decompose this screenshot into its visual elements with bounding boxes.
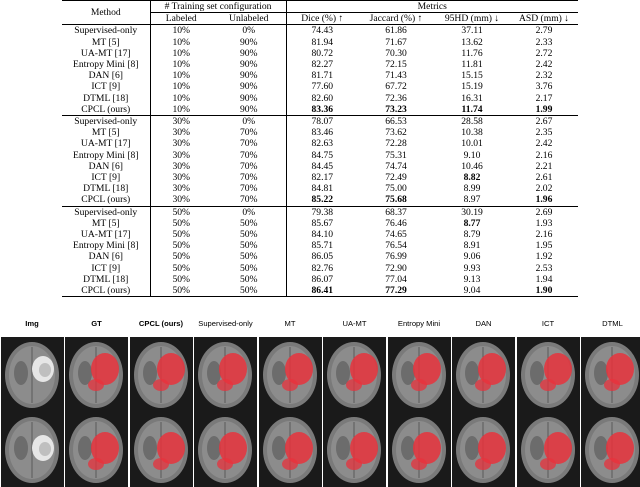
labeled-cell: 30% bbox=[150, 183, 212, 194]
mri-slice-image bbox=[1, 412, 64, 487]
hd95-cell: 37.11 bbox=[434, 25, 510, 37]
jaccard-cell: 71.67 bbox=[385, 36, 407, 48]
method-cell: DTML [18] bbox=[83, 92, 129, 104]
labeled-cell: 10% bbox=[150, 70, 212, 81]
labeled-cell: 30% bbox=[150, 194, 212, 206]
segmentation-overlay-image bbox=[517, 337, 580, 412]
asd-cell: 2.02 bbox=[535, 183, 553, 195]
dice-cell: 84.75 bbox=[286, 150, 358, 161]
best-value: 85.22 bbox=[311, 194, 334, 206]
jaccard-cell: 77.04 bbox=[385, 273, 407, 285]
table-row bbox=[62, 37, 578, 48]
segmentation-overlay-image bbox=[388, 337, 451, 412]
figure-column-label: CPCL (ours) bbox=[138, 319, 184, 328]
unlabeled-cell: 50% bbox=[239, 240, 258, 252]
segmentation-overlay-image bbox=[194, 337, 257, 412]
table-row bbox=[62, 25, 578, 37]
segmentation-overlay-image bbox=[323, 412, 386, 487]
labeled-cell: 10% bbox=[150, 59, 212, 70]
unlabeled-cell: 70% bbox=[239, 183, 258, 195]
figure-column-label: UA-MT bbox=[342, 319, 367, 328]
table-row bbox=[62, 93, 578, 104]
jaccard-cell: 67.72 bbox=[385, 81, 407, 93]
labeled-cell: 50% bbox=[150, 285, 212, 297]
labeled-cell: 30% bbox=[150, 161, 212, 172]
method-cell: DAN [6] bbox=[88, 70, 123, 82]
jaccard-cell: 72.49 bbox=[385, 172, 407, 184]
labeled-cell: 30% bbox=[150, 150, 212, 161]
table-row bbox=[62, 81, 578, 92]
figure-cell bbox=[581, 412, 640, 487]
labeled-cell: 10% bbox=[150, 81, 212, 92]
figure-cell bbox=[65, 412, 128, 487]
unlabeled-cell: 50% bbox=[239, 262, 258, 274]
asd-cell: 2.21 bbox=[535, 160, 553, 172]
figure-cell bbox=[194, 412, 257, 487]
figure-column-label: DAN bbox=[475, 319, 492, 328]
method-cell: DTML [18] bbox=[83, 183, 129, 195]
table-row bbox=[62, 263, 578, 274]
header-training-config: # Training set configuration bbox=[150, 1, 286, 13]
method-cell: Supervised-only bbox=[62, 25, 150, 37]
figure-column-label: Supervised-only bbox=[198, 319, 253, 328]
table-row bbox=[62, 240, 578, 251]
unlabeled-cell: 70% bbox=[239, 138, 258, 150]
dice-cell: 82.63 bbox=[286, 138, 358, 149]
unlabeled-cell: 90% bbox=[239, 92, 258, 104]
table-row bbox=[62, 229, 578, 240]
figure-cell bbox=[452, 412, 515, 487]
unlabeled-cell: 70% bbox=[239, 194, 258, 206]
method-cell: MT [5] bbox=[91, 217, 120, 229]
header-95hd: 95HD (mm) ↓ bbox=[444, 13, 500, 25]
segmentation-overlay-image bbox=[259, 337, 322, 412]
jaccard-cell: 74.65 bbox=[385, 229, 407, 241]
table-row bbox=[62, 285, 578, 297]
header-metrics: Metrics bbox=[286, 1, 578, 13]
asd-cell: 2.79 bbox=[510, 25, 578, 37]
dice-cell: 83.46 bbox=[286, 127, 358, 138]
unlabeled-cell: 50% bbox=[212, 285, 286, 297]
dice-cell: 80.72 bbox=[286, 48, 358, 59]
jaccard-cell: 73.62 bbox=[385, 127, 407, 139]
figure-column-label: GT bbox=[91, 319, 102, 328]
method-cell: Entropy Mini [8] bbox=[72, 149, 139, 161]
asd-cell: 2.35 bbox=[535, 127, 553, 139]
figure-column-label: ICT bbox=[541, 319, 555, 328]
unlabeled-cell: 90% bbox=[239, 47, 258, 59]
segmentation-overlay-image bbox=[130, 337, 193, 412]
labeled-cell: 10% bbox=[150, 48, 212, 59]
labeled-cell: 30% bbox=[150, 172, 212, 183]
method-cell: UA-MT [17] bbox=[80, 229, 131, 241]
mri-slice-image bbox=[1, 337, 64, 412]
figure-cell bbox=[581, 337, 640, 412]
unlabeled-cell: 90% bbox=[239, 70, 258, 82]
hd95-cell: 10.38 bbox=[461, 127, 483, 139]
segmentation-overlay-image bbox=[388, 412, 451, 487]
figure-cell bbox=[259, 412, 322, 487]
unlabeled-cell: 50% bbox=[239, 273, 258, 285]
unlabeled-cell: 90% bbox=[239, 59, 258, 71]
dice-cell: 82.17 bbox=[286, 172, 358, 183]
header-asd: ASD (mm) ↓ bbox=[518, 13, 570, 25]
table-row bbox=[62, 206, 578, 218]
dice-cell bbox=[286, 104, 358, 116]
figure-cell bbox=[1, 337, 64, 412]
asd-cell: 2.53 bbox=[535, 262, 553, 274]
table-row bbox=[62, 138, 578, 149]
hd95-cell bbox=[434, 104, 510, 116]
table-row bbox=[62, 274, 578, 285]
jaccard-cell: 72.15 bbox=[385, 59, 407, 71]
asd-cell: 2.16 bbox=[535, 149, 553, 161]
jaccard-cell: 66.53 bbox=[358, 116, 434, 128]
asd-cell: 2.61 bbox=[535, 172, 553, 184]
hd95-cell: 10.46 bbox=[461, 160, 483, 172]
dice-cell: 77.60 bbox=[286, 81, 358, 92]
hd95-cell: 9.10 bbox=[463, 149, 481, 161]
dice-cell: 84.81 bbox=[286, 183, 358, 194]
jaccard-cell: 74.74 bbox=[385, 160, 407, 172]
figure-cell bbox=[130, 412, 193, 487]
segmentation-overlay-image bbox=[65, 412, 128, 487]
labeled-cell: 50% bbox=[150, 206, 212, 218]
dice-cell: 82.27 bbox=[286, 59, 358, 70]
method-cell: Supervised-only bbox=[62, 206, 150, 218]
header-method: Method bbox=[62, 1, 150, 25]
figure-cell bbox=[517, 412, 580, 487]
asd-cell: 1.94 bbox=[535, 273, 553, 285]
dice-cell bbox=[286, 194, 358, 206]
unlabeled-cell: 50% bbox=[239, 217, 258, 229]
labeled-cell: 10% bbox=[150, 93, 212, 104]
dice-cell: 85.71 bbox=[286, 240, 358, 251]
asd-cell: 2.72 bbox=[535, 47, 553, 59]
asd-cell: 2.16 bbox=[535, 229, 553, 241]
jaccard-cell: 76.54 bbox=[385, 240, 407, 252]
dice-cell: 81.94 bbox=[286, 37, 358, 48]
figure-cell bbox=[130, 337, 193, 412]
segmentation-overlay-image bbox=[194, 412, 257, 487]
table-row bbox=[62, 59, 578, 70]
method-cell: Entropy Mini [8] bbox=[72, 59, 139, 71]
hd95-cell bbox=[434, 172, 510, 183]
jaccard-cell: 70.30 bbox=[385, 47, 407, 59]
labeled-cell: 50% bbox=[150, 218, 212, 229]
method-cell: ICT [9] bbox=[91, 172, 121, 184]
table-row bbox=[62, 183, 578, 194]
best-value: 1.90 bbox=[535, 285, 553, 297]
header-labeled: Labeled bbox=[150, 13, 212, 25]
figure-cell bbox=[388, 337, 451, 412]
unlabeled-cell: 0% bbox=[212, 116, 286, 128]
hd95-cell: 8.91 bbox=[463, 240, 481, 252]
table-row bbox=[62, 70, 578, 81]
jaccard-cell: 71.43 bbox=[385, 70, 407, 82]
method-cell: UA-MT [17] bbox=[80, 138, 131, 150]
method-cell: Supervised-only bbox=[62, 116, 150, 128]
unlabeled-cell: 90% bbox=[239, 81, 258, 93]
jaccard-cell: 75.00 bbox=[385, 183, 407, 195]
hd95-cell: 9.13 bbox=[463, 273, 481, 285]
labeled-cell: 10% bbox=[150, 104, 212, 116]
table-row bbox=[62, 218, 578, 229]
header-jaccard: Jaccard (%) ↑ bbox=[369, 13, 423, 25]
method-cell: DTML [18] bbox=[83, 273, 129, 285]
figure-cell bbox=[65, 337, 128, 412]
unlabeled-cell: 70% bbox=[239, 160, 258, 172]
method-cell: ICT [9] bbox=[91, 81, 121, 93]
asd-cell: 1.93 bbox=[535, 217, 553, 229]
asd-cell bbox=[510, 285, 578, 297]
labeled-cell: 10% bbox=[150, 37, 212, 48]
jaccard-cell: 76.46 bbox=[385, 217, 407, 229]
table-row bbox=[62, 150, 578, 161]
segmentation-overlay-image bbox=[323, 337, 386, 412]
unlabeled-cell: 0% bbox=[212, 25, 286, 37]
dice-cell: 86.07 bbox=[286, 274, 358, 285]
jaccard-cell: 76.99 bbox=[385, 251, 407, 263]
best-value: 83.36 bbox=[311, 103, 334, 115]
table-row bbox=[62, 251, 578, 262]
hd95-cell: 11.76 bbox=[461, 47, 483, 59]
method-cell: CPCL (ours) bbox=[81, 103, 131, 115]
unlabeled-cell: 50% bbox=[239, 251, 258, 263]
table-body bbox=[62, 25, 578, 297]
figure-column-label: Entropy Mini bbox=[397, 319, 441, 328]
unlabeled-cell: 50% bbox=[239, 229, 258, 241]
hd95-cell: 8.97 bbox=[463, 194, 481, 206]
hd95-cell: 15.19 bbox=[461, 81, 483, 93]
best-value: 1.99 bbox=[535, 103, 553, 115]
figure-cell bbox=[194, 337, 257, 412]
table-row bbox=[62, 161, 578, 172]
method-cell: Entropy Mini [8] bbox=[72, 240, 139, 252]
table-row bbox=[62, 172, 578, 183]
hd95-cell: 9.93 bbox=[463, 262, 481, 274]
labeled-cell: 30% bbox=[150, 127, 212, 138]
dice-cell: 86.05 bbox=[286, 251, 358, 262]
labeled-cell: 50% bbox=[150, 251, 212, 262]
hd95-cell: 13.62 bbox=[461, 36, 483, 48]
asd-cell: 2.32 bbox=[535, 70, 553, 82]
unlabeled-cell: 70% bbox=[239, 172, 258, 184]
asd-cell: 2.67 bbox=[510, 116, 578, 128]
method-cell: DAN [6] bbox=[88, 251, 123, 263]
method-cell: MT [5] bbox=[91, 36, 120, 48]
figure-cell bbox=[323, 337, 386, 412]
header-dice: Dice (%) ↑ bbox=[286, 13, 358, 25]
segmentation-overlay-image bbox=[65, 337, 128, 412]
hd95-cell: 9.04 bbox=[434, 285, 510, 297]
dice-cell: 85.67 bbox=[286, 218, 358, 229]
dice-cell: 82.60 bbox=[286, 93, 358, 104]
figure-column-label: MT bbox=[284, 319, 296, 328]
method-cell: ICT [9] bbox=[91, 262, 121, 274]
results-table bbox=[62, 0, 578, 297]
hd95-cell: 15.15 bbox=[461, 70, 483, 82]
asd-cell: 2.33 bbox=[535, 36, 553, 48]
jaccard-cell: 72.28 bbox=[385, 138, 407, 150]
jaccard-cell: 61.86 bbox=[358, 25, 434, 37]
best-value: 8.77 bbox=[463, 217, 481, 229]
labeled-cell: 50% bbox=[150, 274, 212, 285]
dice-cell: 81.71 bbox=[286, 70, 358, 81]
method-cell: UA-MT [17] bbox=[80, 47, 131, 59]
dice-cell: 74.43 bbox=[286, 25, 358, 37]
hd95-cell: 11.81 bbox=[461, 59, 483, 71]
labeled-cell: 50% bbox=[150, 240, 212, 251]
dice-cell bbox=[286, 285, 358, 297]
unlabeled-cell: 70% bbox=[239, 127, 258, 139]
figure-cell bbox=[259, 337, 322, 412]
asd-cell: 1.95 bbox=[535, 240, 553, 252]
segmentation-overlay-image bbox=[517, 412, 580, 487]
labeled-cell: 30% bbox=[150, 138, 212, 149]
jaccard-cell bbox=[358, 285, 434, 297]
labeled-cell: 50% bbox=[150, 263, 212, 274]
unlabeled-cell: 0% bbox=[212, 206, 286, 218]
header-unlabeled: Unlabeled bbox=[229, 13, 269, 25]
asd-cell: 2.42 bbox=[535, 138, 553, 150]
best-value: 73.23 bbox=[385, 103, 407, 115]
figure-cell bbox=[1, 412, 64, 487]
jaccard-cell: 68.37 bbox=[358, 206, 434, 218]
hd95-cell: 28.58 bbox=[434, 116, 510, 128]
asd-cell bbox=[510, 104, 578, 116]
best-value: 75.68 bbox=[385, 194, 407, 206]
table-row bbox=[62, 116, 578, 128]
asd-cell: 2.42 bbox=[535, 59, 553, 71]
labeled-cell: 10% bbox=[150, 25, 212, 37]
figure-column-label: Img bbox=[25, 319, 39, 328]
figure-cell bbox=[388, 412, 451, 487]
labeled-cell: 50% bbox=[150, 229, 212, 240]
table-row bbox=[62, 104, 578, 116]
jaccard-cell: 72.90 bbox=[385, 262, 407, 274]
jaccard-cell: 75.31 bbox=[385, 149, 407, 161]
jaccard-cell bbox=[358, 104, 434, 116]
best-value: 8.82 bbox=[463, 172, 481, 184]
hd95-cell bbox=[434, 218, 510, 229]
hd95-cell: 8.79 bbox=[463, 229, 481, 241]
asd-cell: 1.92 bbox=[535, 251, 553, 263]
figure-column-label: DTML bbox=[602, 319, 623, 328]
best-value: 1.96 bbox=[535, 194, 553, 206]
dice-cell: 82.76 bbox=[286, 263, 358, 274]
asd-cell bbox=[510, 194, 578, 206]
segmentation-overlay-image bbox=[130, 412, 193, 487]
dice-cell: 84.10 bbox=[286, 229, 358, 240]
asd-cell: 2.17 bbox=[535, 92, 553, 104]
jaccard-cell: 72.36 bbox=[385, 92, 407, 104]
unlabeled-cell: 90% bbox=[239, 36, 258, 48]
dice-cell: 84.45 bbox=[286, 161, 358, 172]
figure-cell bbox=[452, 337, 515, 412]
best-value: 86.41 bbox=[311, 285, 334, 297]
asd-cell: 3.76 bbox=[535, 81, 553, 93]
segmentation-overlay-image bbox=[452, 337, 515, 412]
best-value: 77.29 bbox=[385, 285, 407, 297]
method-cell: DAN [6] bbox=[88, 160, 123, 172]
segmentation-overlay-image bbox=[259, 412, 322, 487]
jaccard-cell bbox=[358, 194, 434, 206]
method-cell: MT [5] bbox=[91, 127, 120, 139]
dice-cell: 78.07 bbox=[286, 116, 358, 128]
method-cell: CPCL (ours) bbox=[62, 285, 150, 297]
asd-cell: 2.69 bbox=[510, 206, 578, 218]
segmentation-overlay-image bbox=[452, 412, 515, 487]
hd95-cell: 9.06 bbox=[463, 251, 481, 263]
table-row bbox=[62, 127, 578, 138]
best-value: 11.74 bbox=[461, 103, 483, 115]
dice-cell: 79.38 bbox=[286, 206, 358, 218]
unlabeled-cell: 90% bbox=[239, 103, 258, 115]
segmentation-overlay-image bbox=[581, 337, 640, 412]
table-row bbox=[62, 48, 578, 59]
hd95-cell: 16.31 bbox=[461, 92, 483, 104]
hd95-cell: 30.19 bbox=[434, 206, 510, 218]
labeled-cell: 30% bbox=[150, 116, 212, 128]
unlabeled-cell: 70% bbox=[239, 149, 258, 161]
table-row bbox=[62, 194, 578, 206]
hd95-cell: 8.99 bbox=[463, 183, 481, 195]
figure-cell bbox=[517, 337, 580, 412]
hd95-cell: 10.01 bbox=[461, 138, 483, 150]
method-cell: CPCL (ours) bbox=[81, 194, 131, 206]
qualitative-figure bbox=[0, 313, 640, 487]
figure-cell bbox=[323, 412, 386, 487]
segmentation-overlay-image bbox=[581, 412, 640, 487]
